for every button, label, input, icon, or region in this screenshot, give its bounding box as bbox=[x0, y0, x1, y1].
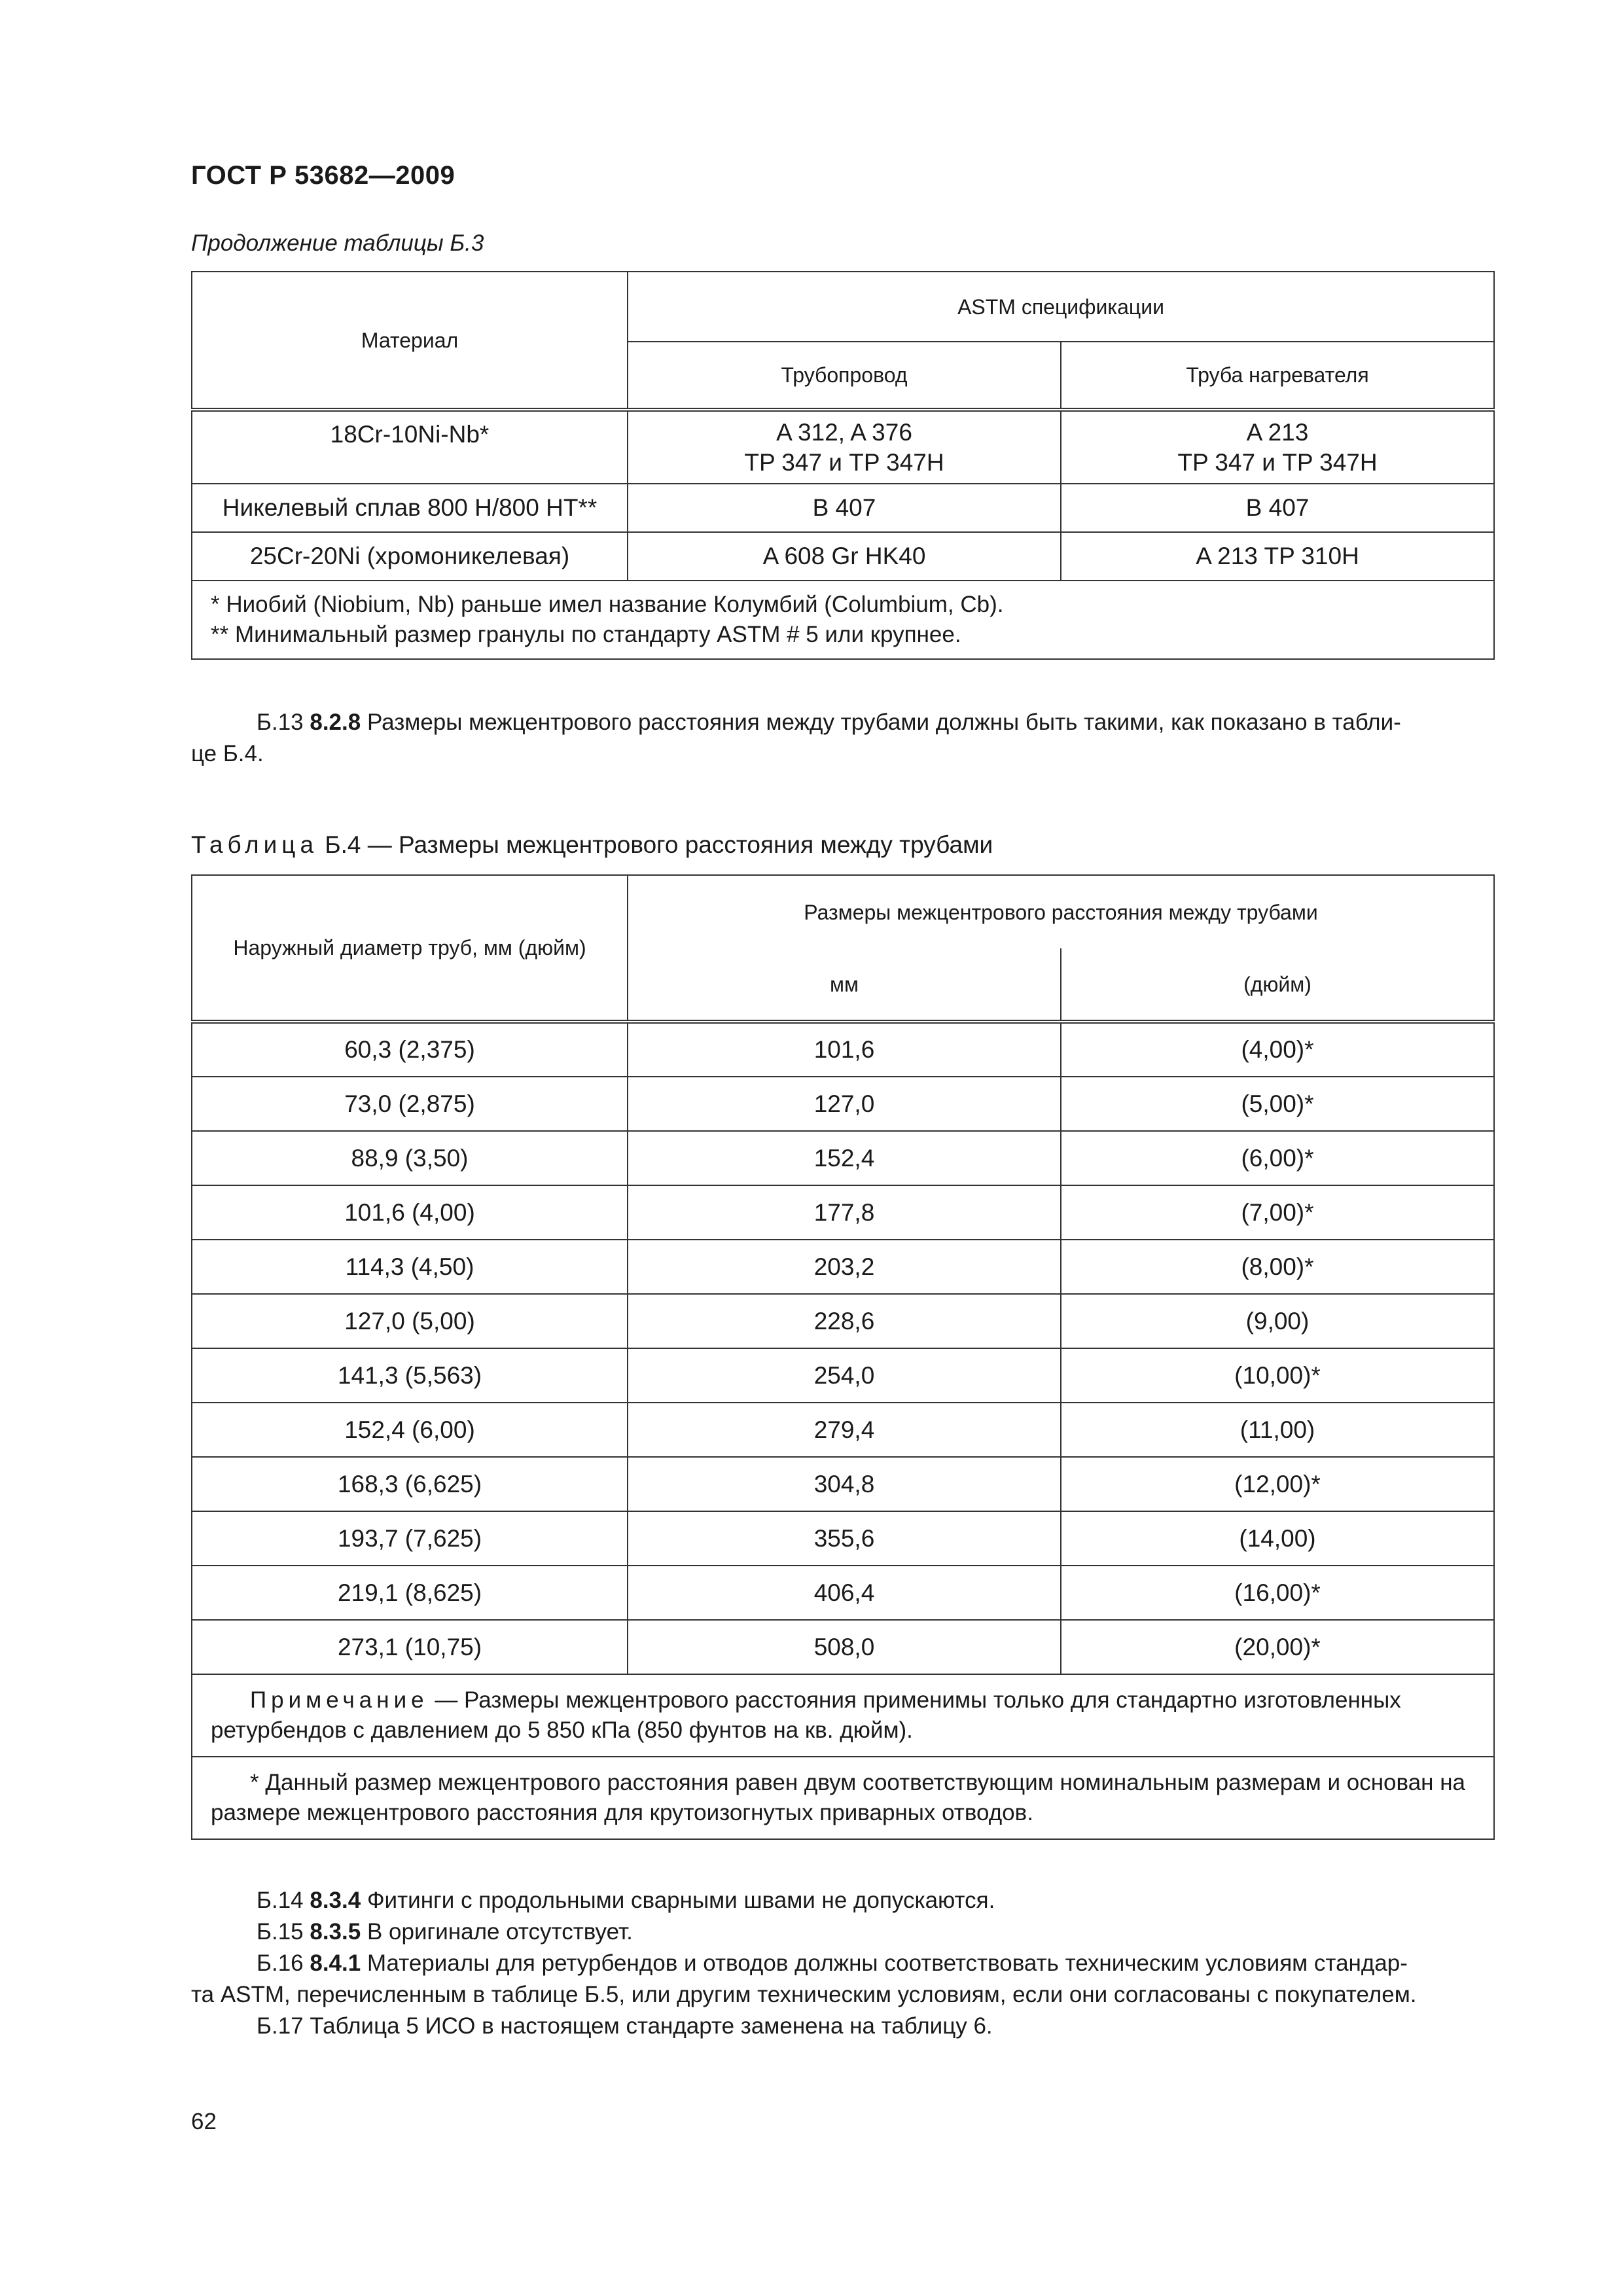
para-text: Материалы для ретурбендов и отводов должны соответствовать техническим условиям стандар- bbox=[366, 1950, 1408, 1976]
table-row bbox=[192, 1077, 1494, 1131]
paragraph-b16-cont: та ASTM, перечисленным в таблице Б.5, или другим техническим условиям, если они согласованы с покупателем. bbox=[191, 1982, 1417, 2007]
header-outer-diameter: Наружный диаметр труб, мм (дюйм) bbox=[192, 875, 628, 1022]
table-b4-note bbox=[192, 1674, 1494, 1757]
heater-cell: A 213 TP 310H bbox=[1061, 532, 1494, 581]
heater-cell: B 407 bbox=[1061, 484, 1494, 532]
header-mm: мм bbox=[628, 948, 1061, 1022]
note-niobium: * Ниобий (Niobium, Nb) раньше имел название Колумбий (Columbium, Cb). bbox=[211, 592, 1004, 617]
header-spacing: Размеры межцентрового расстояния между трубами bbox=[628, 875, 1494, 948]
diam-cell: 193,7 (7,625) bbox=[192, 1511, 628, 1566]
header-heater: Труба нагревателя bbox=[1061, 342, 1494, 410]
diam-cell: 168,3 (6,625) bbox=[192, 1457, 628, 1511]
paragraph-b16 bbox=[191, 1948, 1493, 1979]
para-ref: 8.3.4 bbox=[310, 1888, 361, 1913]
table-row bbox=[192, 1403, 1494, 1457]
pipe-cell: A 608 Gr HK40 bbox=[628, 532, 1061, 581]
inch-cell: (12,00)* bbox=[1061, 1457, 1494, 1511]
inch-cell: (20,00)* bbox=[1061, 1620, 1494, 1674]
para-ref: 8.2.8 bbox=[310, 709, 361, 735]
inch-cell: (7,00)* bbox=[1061, 1185, 1494, 1240]
mm-cell: 101,6 bbox=[628, 1022, 1061, 1077]
header-material: Материал bbox=[192, 272, 628, 410]
mm-cell: 254,0 bbox=[628, 1348, 1061, 1403]
table-row bbox=[192, 410, 1494, 484]
pipe-line-2: TP 347 и TP 347H bbox=[744, 448, 944, 476]
table-row bbox=[192, 1566, 1494, 1620]
material-cell: 18Cr-10Ni-Nb* bbox=[192, 410, 628, 484]
paragraphs-block bbox=[191, 1885, 1493, 2042]
paragraph-b17 bbox=[191, 2011, 1493, 2042]
table-row bbox=[192, 1131, 1494, 1185]
inch-cell: (9,00) bbox=[1061, 1294, 1494, 1348]
mm-cell: 279,4 bbox=[628, 1403, 1061, 1457]
table-b4 bbox=[191, 874, 1495, 1840]
para-num: Б.15 bbox=[257, 1919, 304, 1945]
para-num: Б.14 bbox=[257, 1888, 304, 1913]
table-row bbox=[192, 1185, 1494, 1240]
para-text: Размеры межцентрового расстояния между трубами должны быть такими, как показано в табли- bbox=[366, 709, 1401, 735]
caption-word: Таблица bbox=[191, 831, 319, 858]
paragraph-b13 bbox=[191, 707, 1493, 770]
para-num: Б.13 bbox=[257, 709, 304, 735]
diam-cell: 273,1 (10,75) bbox=[192, 1620, 628, 1674]
para-text: В оригинале отсутствует. bbox=[366, 1919, 633, 1945]
mm-cell: 177,8 bbox=[628, 1185, 1061, 1240]
para-text: Таблица 5 ИСО в настоящем стандарте заменена на таблицу 6. bbox=[310, 2013, 993, 2039]
paragraph-b15 bbox=[191, 1916, 1493, 1948]
pipe-cell: B 407 bbox=[628, 484, 1061, 532]
para-num: Б.17 bbox=[257, 2013, 304, 2039]
mm-cell: 203,2 bbox=[628, 1240, 1061, 1294]
table-row bbox=[192, 1240, 1494, 1294]
inch-cell: (10,00)* bbox=[1061, 1348, 1494, 1403]
diam-cell: 127,0 (5,00) bbox=[192, 1294, 628, 1348]
table-b3-notes bbox=[192, 581, 1494, 659]
inch-cell: (11,00) bbox=[1061, 1403, 1494, 1457]
page-number: 62 bbox=[191, 2109, 217, 2134]
inch-cell: (5,00)* bbox=[1061, 1077, 1494, 1131]
para-text-cont: це Б.4. bbox=[191, 741, 264, 766]
paragraph-b14 bbox=[191, 1885, 1493, 1916]
note-text: — Размеры межцентрового расстояния применимы только для стандартно изготовленных ретурбендов с давлением до 5 850 кПа (850 фунтов на кв. дюйм). bbox=[211, 1687, 1401, 1743]
inch-cell: (16,00)* bbox=[1061, 1566, 1494, 1620]
pipe-cell bbox=[628, 410, 1061, 484]
diam-cell: 219,1 (8,625) bbox=[192, 1566, 628, 1620]
inch-cell: (14,00) bbox=[1061, 1511, 1494, 1566]
mm-cell: 304,8 bbox=[628, 1457, 1061, 1511]
diam-cell: 60,3 (2,375) bbox=[192, 1022, 628, 1077]
table-row bbox=[192, 1457, 1494, 1511]
mm-cell: 508,0 bbox=[628, 1620, 1061, 1674]
table-b4-caption bbox=[191, 831, 993, 859]
table-continuation-caption: Продолжение таблицы Б.3 bbox=[191, 230, 484, 256]
note-grain-size: ** Минимальный размер гранулы по стандарту ASTM # 5 или крупнее. bbox=[211, 622, 961, 647]
mm-cell: 406,4 bbox=[628, 1566, 1061, 1620]
diam-cell: 88,9 (3,50) bbox=[192, 1131, 628, 1185]
material-cell: 25Cr-20Ni (хромоникелевая) bbox=[192, 532, 628, 581]
diam-cell: 73,0 (2,875) bbox=[192, 1077, 628, 1131]
pipe-line-1: A 312, A 376 bbox=[776, 418, 912, 446]
table-b3 bbox=[191, 271, 1495, 660]
para-text: Фитинги с продольными сварными швами не допускаются. bbox=[366, 1888, 995, 1913]
inch-cell: (4,00)* bbox=[1061, 1022, 1494, 1077]
standard-header: ГОСТ Р 53682—2009 bbox=[191, 161, 455, 190]
caption-title: Б.4 — Размеры межцентрового расстояния между трубами bbox=[325, 831, 993, 858]
material-cell: Никелевый сплав 800 H/800 HT** bbox=[192, 484, 628, 532]
table-row bbox=[192, 1022, 1494, 1077]
inch-cell: (6,00)* bbox=[1061, 1131, 1494, 1185]
mm-cell: 127,0 bbox=[628, 1077, 1061, 1131]
mm-cell: 355,6 bbox=[628, 1511, 1061, 1566]
mm-cell: 228,6 bbox=[628, 1294, 1061, 1348]
mm-cell: 152,4 bbox=[628, 1131, 1061, 1185]
table-row bbox=[192, 484, 1494, 532]
header-inch: (дюйм) bbox=[1061, 948, 1494, 1022]
note-label: Примечание bbox=[250, 1687, 429, 1713]
diam-cell: 141,3 (5,563) bbox=[192, 1348, 628, 1403]
heater-line-2: TP 347 и TP 347H bbox=[1177, 448, 1378, 476]
heater-cell bbox=[1061, 410, 1494, 484]
header-astm: ASTM спецификации bbox=[628, 272, 1494, 342]
heater-line-1: A 213 bbox=[1246, 418, 1309, 446]
table-row bbox=[192, 1511, 1494, 1566]
para-num: Б.16 bbox=[257, 1950, 304, 1976]
diam-cell: 101,6 (4,00) bbox=[192, 1185, 628, 1240]
table-row bbox=[192, 1620, 1494, 1674]
table-row bbox=[192, 1294, 1494, 1348]
table-row bbox=[192, 1348, 1494, 1403]
diam-cell: 152,4 (6,00) bbox=[192, 1403, 628, 1457]
table-b4-footnote: * Данный размер межцентрового расстояния равен двум соответствующим номинальным размерам и основан на размере межцентрового расстояния для крутоизогнутых приварных отводов. bbox=[192, 1757, 1494, 1839]
table-row bbox=[192, 532, 1494, 581]
diam-cell: 114,3 (4,50) bbox=[192, 1240, 628, 1294]
para-ref: 8.4.1 bbox=[310, 1950, 361, 1976]
header-pipe: Трубопровод bbox=[628, 342, 1061, 410]
para-ref: 8.3.5 bbox=[310, 1919, 361, 1945]
inch-cell: (8,00)* bbox=[1061, 1240, 1494, 1294]
